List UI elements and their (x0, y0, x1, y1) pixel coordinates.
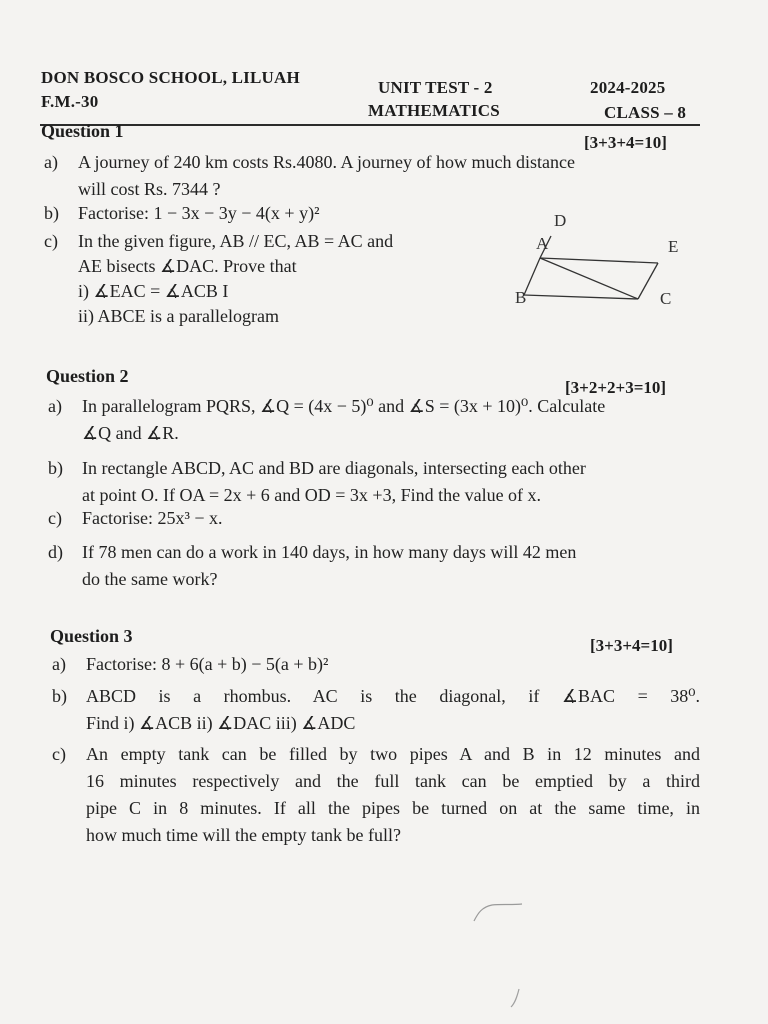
part-label: a) (48, 396, 62, 416)
part-label: b) (44, 203, 59, 223)
part-label: a) (44, 152, 58, 172)
question-1-part-a (44, 149, 700, 205)
vertex-label-d: D (554, 211, 567, 230)
pen-mark (505, 985, 535, 1011)
part-text-line: An empty tank can be filled by two pipes A and B in 12 minutes and (86, 744, 700, 764)
full-marks: F.M.-30 (41, 92, 99, 111)
academic-year: 2024-2025 (590, 78, 666, 97)
question-2-marks: [3+2+2+3=10] (565, 378, 667, 397)
question-3-title: Question 3 (50, 626, 133, 646)
question-3-part-a (52, 651, 612, 679)
parallelogram-diagram (510, 208, 700, 318)
part-text-line: will cost Rs. 7344 ? (78, 179, 221, 199)
part-label: b) (48, 458, 63, 478)
part-text-line: A journey of 240 km costs Rs.4080. A journey of how much distance (78, 152, 575, 172)
question-1-part-c (44, 229, 504, 339)
question-2-title: Question 2 (46, 366, 129, 386)
segment-ab (524, 258, 540, 295)
question-2-part-b (48, 455, 700, 511)
part-label: c) (52, 744, 66, 764)
vertex-label-c: C (660, 289, 672, 308)
part-text-line: i) ∡EAC = ∡ACB I (78, 281, 229, 301)
part-text-line: In the given figure, AB // EC, AB = AC and (78, 231, 394, 251)
part-text-line: ii) ABCE is a parallelogram (78, 306, 279, 326)
part-text-line: 16 minutes respectively and the full tank can be emptied by a third (86, 771, 700, 791)
test-name: UNIT TEST - 2 (378, 78, 493, 97)
segment-ae (540, 258, 658, 263)
segment-ec (638, 263, 658, 299)
question-3-marks: [3+3+4=10] (590, 636, 673, 655)
part-text-line: ABCD is a rhombus. AC is the diagonal, if ∡BAC = 38⁰. (86, 686, 700, 706)
part-label: b) (52, 686, 67, 706)
question-3-part-c (52, 741, 700, 853)
part-text-line: If 78 men can do a work in 140 days, in how many days will 42 men (82, 542, 577, 562)
class-name: CLASS – 8 (604, 103, 687, 122)
vertex-label-e: E (668, 237, 679, 256)
part-label: c) (44, 231, 58, 251)
part-text-line: Factorise: 1 − 3x − 3y − 4(x + y)² (78, 203, 320, 223)
part-label: a) (52, 654, 66, 674)
part-text-line: ∡Q and ∡R. (82, 423, 179, 443)
question-1-marks: [3+3+4=10] (584, 133, 667, 152)
header-divider (40, 124, 700, 126)
segment-ac (540, 258, 638, 299)
vertex-label-a: A (536, 234, 549, 253)
part-text-line: In parallelogram PQRS, ∡Q = (4x − 5)⁰ and ∡S = (3x + 10)⁰. Calculate (82, 396, 606, 416)
part-text-line: how much time will the empty tank be full? (86, 825, 401, 845)
part-label: c) (48, 508, 62, 528)
part-text-line: do the same work? (82, 569, 218, 589)
school-name: DON BOSCO SCHOOL, LILUAH (41, 68, 300, 87)
part-text-line: at point O. If OA = 2x + 6 and OD = 3x +3, Find the value of x. (82, 485, 542, 505)
part-text-line: Find i) ∡ACB ii) ∡DAC iii) ∡ADC (86, 713, 356, 733)
question-2-part-c (48, 505, 548, 533)
question-1-part-b (44, 200, 504, 228)
part-text-line: Factorise: 8 + 6(a + b) − 5(a + b)² (86, 654, 329, 674)
vertex-label-b: B (515, 288, 527, 307)
pen-mark (470, 895, 530, 925)
subject-name: MATHEMATICS (368, 101, 500, 120)
question-2-part-d (48, 539, 700, 595)
part-text-line: AE bisects ∡DAC. Prove that (78, 256, 297, 276)
part-text-line: Factorise: 25x³ − x. (82, 508, 223, 528)
geometry-figure (510, 208, 700, 318)
part-text-line: In rectangle ABCD, AC and BD are diagonals, intersecting each other (82, 458, 586, 478)
question-1-title: Question 1 (41, 121, 124, 141)
part-text-line: pipe C in 8 minutes. If all the pipes be turned on at the same time, in (86, 798, 700, 818)
question-3-part-b (52, 683, 700, 739)
segment-bc (524, 295, 638, 299)
question-2-part-a (48, 393, 700, 449)
part-label: d) (48, 542, 63, 562)
